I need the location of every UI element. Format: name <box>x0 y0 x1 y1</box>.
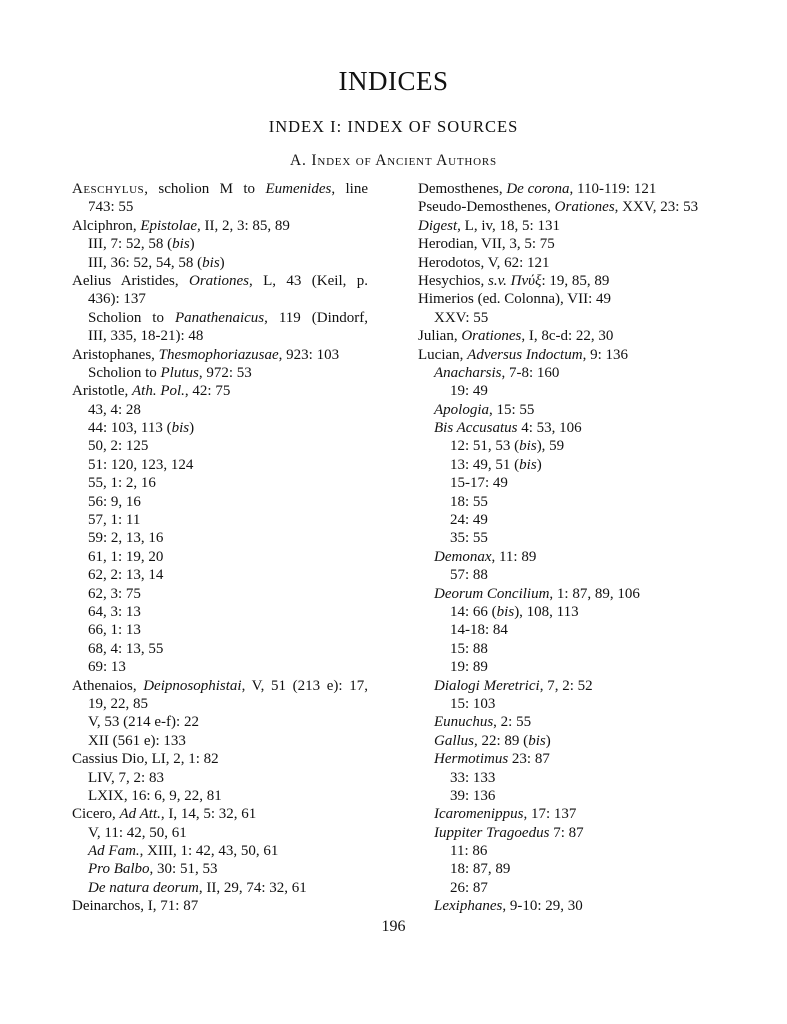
entry-text: III, 7: 52, 58 ( <box>88 236 173 253</box>
entry-text: 64, 3: 13 <box>88 603 141 620</box>
entry-text: , L, 43 (Keil, p. <box>249 272 369 289</box>
index-entry <box>72 419 368 437</box>
index-entry <box>72 235 368 253</box>
work-title: bis <box>519 456 537 473</box>
entry-text: Demosthenes, <box>418 181 507 197</box>
entry-text: Aristotle, <box>72 383 132 400</box>
entry-text: 19: 89 <box>450 659 488 676</box>
entry-text: Pseudo-Demosthenes, <box>418 199 555 216</box>
index-entry <box>72 842 368 860</box>
entry-text: 62, 3: 75 <box>88 585 141 602</box>
entry-text: 51: 120, 123, 124 <box>88 456 194 473</box>
entry-text: 50, 2: 125 <box>88 438 149 455</box>
work-title: De corona <box>506 181 570 197</box>
index-heading: INDEX I: INDEX OF SOURCES <box>268 117 519 136</box>
entry-text: 24: 49 <box>450 512 488 529</box>
index-column-left <box>72 180 368 916</box>
entry-text: Herodian, VII, 3, 5: 75 <box>418 236 555 253</box>
entry-text: 44: 103, 113 ( <box>88 420 172 437</box>
entry-text: 68, 4: 13, 55 <box>88 640 164 657</box>
entry-text: Aelius Aristides, <box>72 272 190 289</box>
index-entry <box>72 750 368 768</box>
index-entry <box>418 713 728 731</box>
work-title: De natura deorum <box>88 879 199 896</box>
entry-text: 61, 1: 19, 20 <box>88 548 164 565</box>
index-entry <box>418 842 728 860</box>
index-entry <box>418 493 728 511</box>
index-entry <box>72 309 368 327</box>
index-entry <box>418 401 728 419</box>
index-entry <box>72 769 368 787</box>
entry-text: 19, 22, 85 <box>88 695 148 712</box>
work-title: Panathenaicus <box>174 309 265 326</box>
entry-text: , 7, 2: 52 <box>539 677 593 694</box>
work-title: Deorum Concilium <box>434 585 550 602</box>
entry-text: Aeschylus <box>72 181 145 197</box>
work-title: s.v. <box>488 272 507 289</box>
work-title: Thesmophoriazusae <box>158 346 279 363</box>
index-entry <box>418 217 728 235</box>
entry-text: 15-17: 49 <box>450 475 508 492</box>
entry-text: 7: 87 <box>553 824 584 841</box>
index-entry <box>72 198 368 216</box>
entry-text: III, 335, 18-21): 48 <box>88 328 204 345</box>
index-entry <box>418 382 728 400</box>
work-title: bis <box>519 438 537 455</box>
index-entry <box>72 713 368 731</box>
entry-text: , II, 2, 3: 85, 89 <box>197 217 290 234</box>
work-title: Lexiphanes <box>434 898 503 915</box>
entry-text: XII (561 e): 133 <box>88 732 186 749</box>
index-entry <box>418 897 728 915</box>
index-entry <box>418 456 728 474</box>
work-title: Plutus <box>160 364 199 381</box>
entry-text: LIV, 7, 2: 83 <box>88 769 164 786</box>
index-entry <box>418 805 728 823</box>
index-entry <box>72 529 368 547</box>
entry-text: 11: 86 <box>450 843 488 860</box>
work-title: bis <box>528 732 546 749</box>
entry-text: 4: 53, 106 <box>521 420 582 437</box>
entry-text: V, 53 (214 e-f): 22 <box>88 714 199 731</box>
entry-text: , 30: 51, 53 <box>149 861 218 878</box>
work-title: Deipnosophistai <box>143 677 242 694</box>
index-entry <box>418 364 728 382</box>
entry-text: , 923: 103 <box>278 346 340 363</box>
work-title: Gallus <box>434 732 475 749</box>
index-entry <box>72 860 368 878</box>
work-title: Icaromenippus <box>434 806 524 823</box>
index-entry <box>72 511 368 529</box>
entry-text: 18: 87, 89 <box>450 861 511 878</box>
entry-text: Lucian, <box>418 346 468 363</box>
index-entry <box>418 658 728 676</box>
index-entry <box>72 879 368 897</box>
index-entry <box>72 346 368 364</box>
index-entry <box>72 474 368 492</box>
work-title: Ad Fam. <box>88 843 140 860</box>
entry-text: Scholion to <box>88 364 161 381</box>
index-entry <box>418 327 728 345</box>
work-title: Ad Att. <box>119 806 161 823</box>
entry-text: ) <box>536 456 542 473</box>
entry-text: , I, 14, 5: 32, 61 <box>160 806 257 823</box>
entry-text: 59: 2, 13, 16 <box>88 530 164 547</box>
entry-text: 55, 1: 2, 16 <box>88 475 156 492</box>
index-entry <box>72 640 368 658</box>
index-entry <box>72 272 368 290</box>
index-entry <box>418 290 728 308</box>
index-entry <box>72 897 368 915</box>
index-entry <box>418 235 728 253</box>
entry-text: 23: 87 <box>511 751 550 768</box>
index-entry <box>418 529 728 547</box>
entry-text: , XIII, 1: 42, 43, 50, 61 <box>139 843 279 860</box>
entry-text: ), 108, 113 <box>514 603 579 620</box>
work-title: Orationes <box>461 328 522 345</box>
entry-text: 14: 66 ( <box>450 603 497 620</box>
entry-text: 56: 9, 16 <box>88 493 141 510</box>
work-title: Pro Balbo <box>88 861 150 878</box>
work-title: Orationes <box>189 272 250 289</box>
work-title: Hermotimus <box>434 751 509 768</box>
entry-text: 33: 133 <box>450 769 496 786</box>
entry-text: 66, 1: 13 <box>88 622 141 639</box>
entry-text: Deinarchos, I, 71: 87 <box>72 898 199 915</box>
entry-text: , 9: 136 <box>582 346 628 363</box>
entry-text: Cassius Dio, LI, 2, 1: 82 <box>72 751 219 768</box>
index-entry <box>418 309 728 327</box>
entry-text: ) <box>219 254 225 271</box>
work-title: bis <box>171 420 190 437</box>
entry-text: XXV: 55 <box>434 309 489 326</box>
index-entry <box>418 603 728 621</box>
entry-text: , II, 29, 74: 32, 61 <box>198 879 307 896</box>
entry-text: , scholion M to <box>144 181 266 197</box>
index-entry <box>72 180 368 198</box>
entry-text: III, 36: 52, 54, 58 ( <box>88 254 203 271</box>
work-title: Adversus Indoctum <box>467 346 583 363</box>
entry-text: , 17: 137 <box>523 806 577 823</box>
entry-text: , L, iv, 18, 5: 131 <box>457 217 560 234</box>
entry-text: , 1: 87, 89, 106 <box>549 585 640 602</box>
entry-text: 62, 2: 13, 14 <box>88 567 164 584</box>
entry-text: 39: 136 <box>450 787 496 804</box>
index-entry <box>418 474 728 492</box>
entry-text: , 42: 75 <box>184 383 231 400</box>
entry-text: 35: 55 <box>450 530 488 547</box>
index-entry <box>418 879 728 897</box>
entry-text: 13: 49, 51 ( <box>450 456 520 473</box>
index-entry <box>418 750 728 768</box>
entry-text: Scholion to <box>88 309 175 326</box>
work-title: Πνύξ <box>510 272 542 289</box>
entry-text: 743: 55 <box>88 199 134 216</box>
index-entry <box>72 290 368 308</box>
entry-text: ) <box>545 732 551 749</box>
entry-text: 57: 88 <box>450 567 488 584</box>
index-entry <box>418 677 728 695</box>
entry-text: 436): 137 <box>88 291 146 308</box>
work-title: bis <box>496 603 515 620</box>
index-entry <box>72 254 368 272</box>
index-entry <box>72 548 368 566</box>
entry-text: Herodotos, V, 62: 121 <box>418 254 550 271</box>
entry-text: 19: 49 <box>450 383 488 400</box>
index-entry <box>418 419 728 437</box>
index-entry <box>418 585 728 603</box>
entry-text: , 972: 53 <box>198 364 252 381</box>
index-entry <box>72 732 368 750</box>
entry-text: , 119 (Dindorf, <box>264 309 368 326</box>
entry-text: , 2: 55 <box>493 714 532 731</box>
entry-text: Cicero, <box>72 806 120 823</box>
work-title: Apologia <box>434 401 489 418</box>
entry-text: ), 59 <box>536 438 565 455</box>
index-entry <box>418 198 728 216</box>
index-entry <box>72 585 368 603</box>
entry-text: 69: 13 <box>88 659 126 676</box>
entry-text: 57, 1: 11 <box>88 512 141 529</box>
entry-text: , V, 51 (213 e): 17, <box>241 677 368 694</box>
index-entry <box>72 658 368 676</box>
entry-text: Alciphron, <box>72 217 141 234</box>
index-entry <box>418 437 728 455</box>
index-entry <box>72 805 368 823</box>
work-title: Epistolae <box>140 217 197 234</box>
index-entry <box>72 327 368 345</box>
entry-text: , 7-8: 160 <box>501 364 560 381</box>
work-title: Bis Accusatus <box>434 420 518 437</box>
entry-text: 26: 87 <box>450 879 488 896</box>
index-entry <box>418 787 728 805</box>
entry-text: Himerios (ed. Colonna), VII: 49 <box>418 291 612 308</box>
entry-text: , 9-10: 29, 30 <box>502 898 583 915</box>
entry-text: , 11: 89 <box>491 548 537 565</box>
index-entry <box>72 493 368 511</box>
work-title: bis <box>202 254 220 271</box>
work-title: Digest <box>418 217 458 234</box>
index-entry <box>418 860 728 878</box>
index-entry <box>418 769 728 787</box>
index-entry <box>72 566 368 584</box>
index-entry <box>72 787 368 805</box>
work-title: Ath. Pol. <box>132 383 185 400</box>
entry-text: Hesychios, <box>418 272 488 289</box>
section-heading: A. Index of Ancient Authors <box>290 152 497 169</box>
index-entry <box>72 217 368 235</box>
index-entry <box>418 180 728 198</box>
work-title: Orationes <box>554 199 615 216</box>
entry-text: 43, 4: 28 <box>88 401 141 418</box>
index-entry <box>72 401 368 419</box>
index-entry <box>72 364 368 382</box>
work-title: Demonax <box>434 548 492 565</box>
index-entry <box>418 732 728 750</box>
entry-text: , 110-119: 121 <box>569 181 657 197</box>
work-title: Anacharsis <box>434 364 502 381</box>
work-title: Eunuchus <box>434 714 494 731</box>
index-entry <box>72 382 368 400</box>
index-entry <box>418 254 728 272</box>
index-entry <box>418 621 728 639</box>
index-entry <box>418 346 728 364</box>
entry-text: , 15: 55 <box>489 401 535 418</box>
entry-text: ) <box>189 236 195 253</box>
entry-text: V, 11: 42, 50, 61 <box>88 824 187 841</box>
index-entry <box>72 695 368 713</box>
entry-text: 15: 103 <box>450 695 496 712</box>
entry-text: : 19, 85, 89 <box>541 272 610 289</box>
entry-text: 15: 88 <box>450 640 488 657</box>
index-entry <box>418 695 728 713</box>
entry-text: 12: 51, 53 ( <box>450 438 520 455</box>
entry-text: , 22: 89 ( <box>474 732 529 749</box>
work-title: Eumenides <box>265 181 332 197</box>
entry-text: ) <box>189 420 195 437</box>
index-entry <box>72 456 368 474</box>
index-entry <box>418 272 728 290</box>
index-entry <box>72 677 368 695</box>
entry-text: , XXV, 23: 53 <box>614 199 699 216</box>
index-entry <box>72 603 368 621</box>
entry-text: , line <box>331 181 368 197</box>
index-entry <box>72 621 368 639</box>
entry-text: 18: 55 <box>450 493 488 510</box>
index-entry <box>418 640 728 658</box>
index-entry <box>72 437 368 455</box>
entry-text: Julian, <box>418 328 462 345</box>
page-title: INDICES <box>338 66 449 96</box>
entry-text: Aristophanes, <box>72 346 159 363</box>
index-entry <box>418 511 728 529</box>
entry-text: LXIX, 16: 6, 9, 22, 81 <box>88 787 222 804</box>
entry-text: Athenaios, <box>72 677 144 694</box>
index-entry <box>418 566 728 584</box>
work-title: Dialogi Meretrici <box>434 677 540 694</box>
index-entry <box>418 548 728 566</box>
work-title: bis <box>172 236 190 253</box>
index-column-right <box>418 180 728 916</box>
page-number: 196 <box>381 918 406 935</box>
entry-text: , I, 8c-d: 22, 30 <box>521 328 614 345</box>
work-title: Iuppiter Tragoedus <box>434 824 550 841</box>
index-entry <box>72 824 368 842</box>
entry-text: 14-18: 84 <box>450 622 508 639</box>
index-entry <box>418 824 728 842</box>
